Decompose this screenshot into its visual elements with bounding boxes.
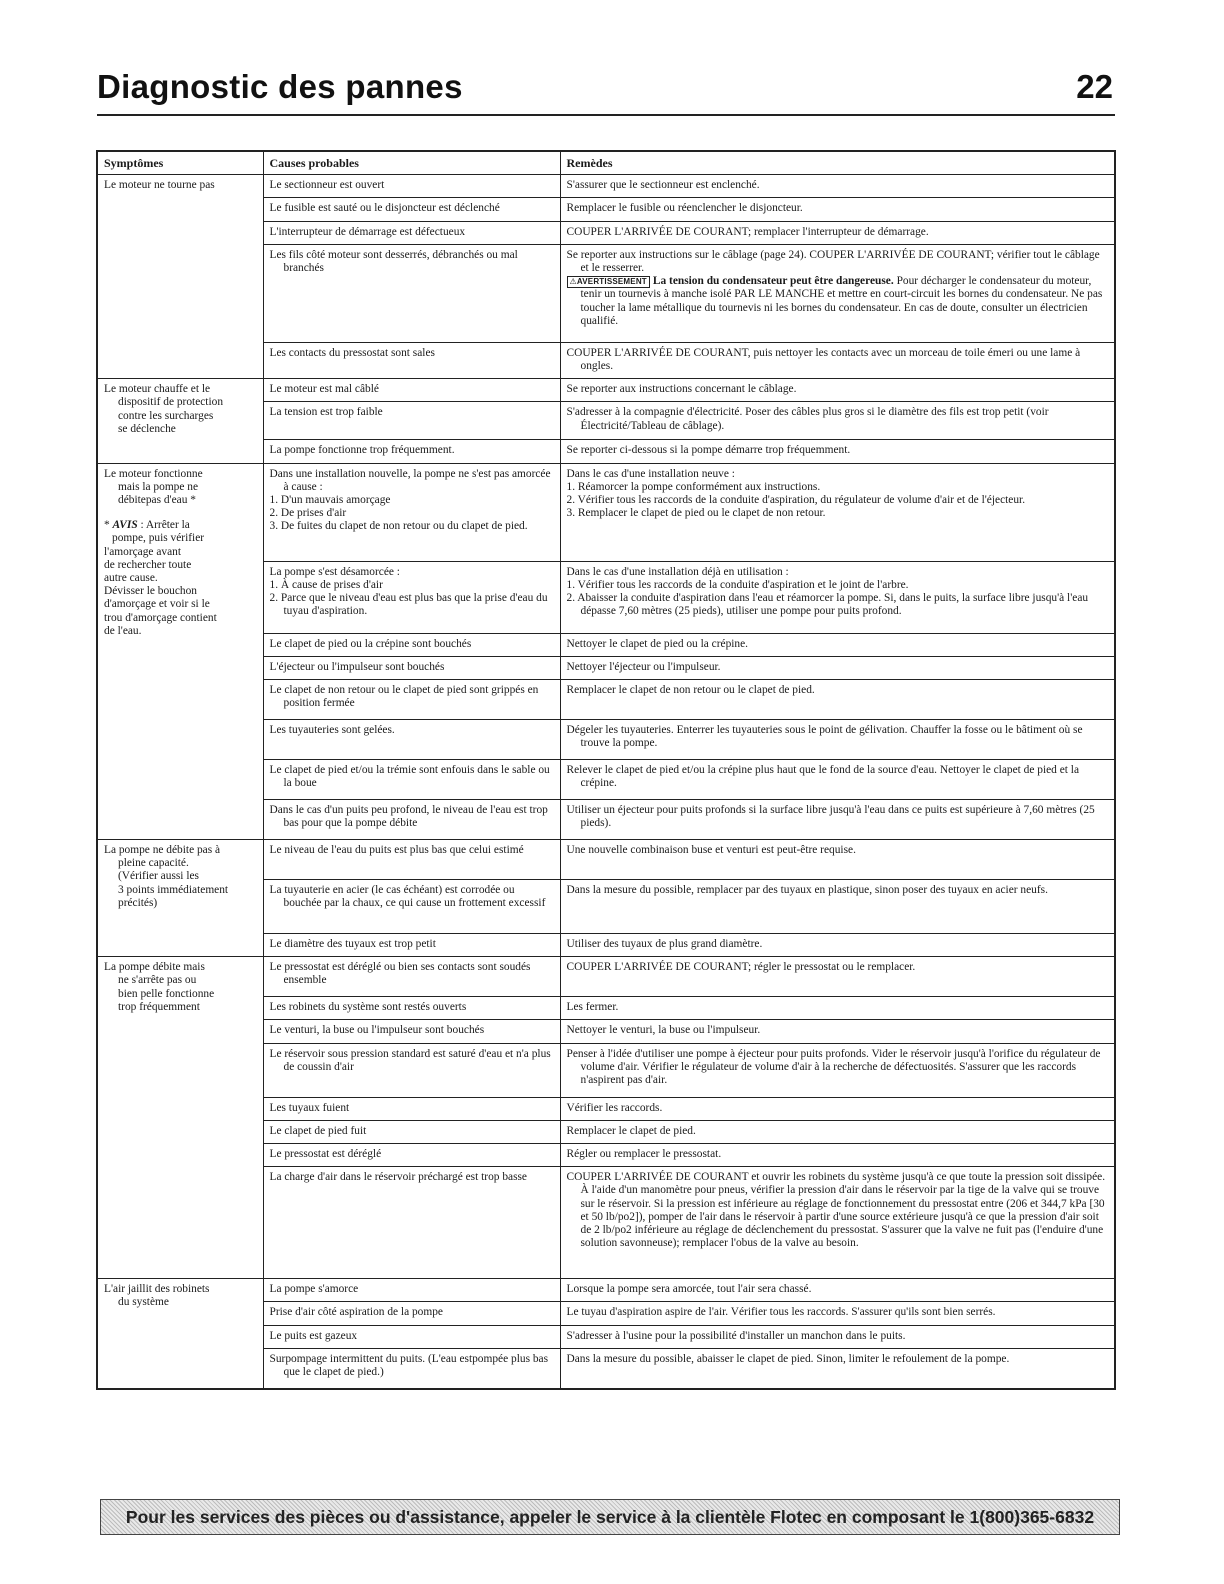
cause-cell: Le réservoir sous pression standard est saturé d'eau et n'a plus de coussin d'air: [263, 1043, 560, 1097]
table-row: [97, 379, 1115, 402]
remedy-cell: Dans la mesure du possible, remplacer par des tuyaux en plastique, sinon poser des tuyaux en acier neufs.: [560, 880, 1115, 934]
table-row: [97, 463, 1115, 561]
cause-cell: Les tuyauteries sont gelées.: [263, 720, 560, 760]
cause-cell: L'éjecteur ou l'impulseur sont bouchés: [263, 656, 560, 679]
symptom-cell: Le moteur fonctionne mais la pompe ne débitepas d'eau * * AVIS : Arrêter la pompe, puis vérifier l'amorçage avant de rechercher toute autre cause. Dévisser le bouchon d'amorçage et voir si le trou d'amorçage contient de l'eau.: [97, 463, 263, 839]
cause-cell: La tuyauterie en acier (le cas échéant) est corrodée ou bouchée par la chaux, ce qui cause un frottement excessif: [263, 880, 560, 934]
symptom-cell: [97, 175, 263, 379]
cause-cell: L'interrupteur de démarrage est défectueux: [263, 221, 560, 244]
cause-cell: Le pressostat est déréglé: [263, 1144, 560, 1167]
column-header-symptoms: Symptômes: [97, 151, 263, 175]
cause-cell: La pompe s'est désamorcée : 1. À cause de prises d'air 2. Parce que le niveau d'eau est plus bas que la prise d'eau du tuyau d'aspiration.: [263, 561, 560, 633]
warning-notice: ⚠AVERTISSEMENT La tension du condensateur peut être dangereuse. Pour décharger le condensateur du moteur, tenir un tournevis à manche isolé PAR LE MANCHE et mettre en court-circuit les bornes du condensateur. Ne pas toucher la lame métallique du tournevis ni les bornes du condensateur. En cas de doute, consulter un électricien qualifié.: [567, 275, 1109, 328]
cause-cell: La pompe s'amorce: [263, 1279, 560, 1302]
cause-cell: Dans le cas d'un puits peu profond, le niveau de l'eau est trop bas pour que la pompe débite: [263, 800, 560, 840]
remedy-cell: Dans la mesure du possible, abaisser le clapet de pied. Sinon, limiter le refoulement de la pompe.: [560, 1348, 1115, 1389]
avis-note: * AVIS : Arrêter la pompe, puis vérifier l'amorçage avant de rechercher toute autre cause. Dévisser le bouchon d'amorçage et voir si le trou d'amorçage contient de l'eau.: [104, 519, 217, 637]
cause-cell: Les contacts du pressostat sont sales: [263, 342, 560, 378]
remedy-cell: Nettoyer le clapet de pied ou la crépine.: [560, 633, 1115, 656]
remedy-cell: Régler ou remplacer le pressostat.: [560, 1144, 1115, 1167]
cause-cell: Le puits est gazeux: [263, 1325, 560, 1348]
cause-cell: Le clapet de pied et/ou la trémie sont enfouis dans le sable ou la boue: [263, 760, 560, 800]
cause-cell: Le niveau de l'eau du puits est plus bas que celui estimé: [263, 840, 560, 880]
remedy-cell: COUPER L'ARRIVÉE DE COURANT; régler le pressostat ou le remplacer.: [560, 957, 1115, 997]
page-title: Diagnostic des pannes: [97, 68, 463, 105]
table-header-row: [97, 151, 1115, 175]
cause-cell: Le clapet de non retour ou le clapet de pied sont grippés en position fermée: [263, 680, 560, 720]
remedy-cell: Utiliser des tuyaux de plus grand diamètre.: [560, 934, 1115, 957]
remedy-cell: Se reporter ci-dessous si la pompe démarre trop fréquemment.: [560, 440, 1115, 463]
remedy-cell: Utiliser un éjecteur pour puits profonds si la surface libre jusqu'à l'eau dans ce puits est supérieure à 7,60 mètres (25 pieds).: [560, 800, 1115, 840]
column-header-causes: Causes probables: [263, 151, 560, 175]
remedy-cell: Les fermer.: [560, 997, 1115, 1020]
cause-cell: Les fils côté moteur sont desserrés, débranchés ou mal branchés: [263, 244, 560, 342]
remedy-cell: Dans le cas d'une installation neuve : 1. Réamorcer la pompe conformément aux instructions. 2. Vérifier tous les raccords de la conduite d'aspiration, du régulateur de volume d'air et de l'éjecteur. 3. Remplacer le clapet de pied ou le clapet de non retour.: [560, 463, 1115, 561]
remedy-cell: S'adresser à la compagnie d'électricité. Poser des câbles plus gros si le diamètre des fils est trop petit (voir Électricité/Tableau de câblage).: [560, 402, 1115, 440]
cause-cell: Le fusible est sauté ou le disjoncteur est déclenché: [263, 198, 560, 221]
cause-cell: Les robinets du système sont restés ouverts: [263, 997, 560, 1020]
remedy-cell: Nettoyer le venturi, la buse ou l'impulseur.: [560, 1020, 1115, 1043]
remedy-cell: Se reporter aux instructions concernant le câblage.: [560, 379, 1115, 402]
page-header: [97, 66, 1115, 116]
cause-cell: Surpompage intermittent du puits. (L'eau estpompée plus bas que le clapet de pied.): [263, 1348, 560, 1389]
cause-cell: Le clapet de pied ou la crépine sont bouchés: [263, 633, 560, 656]
symptom-cell: Le moteur chauffe et le dispositif de protection contre les surcharges se déclenche: [97, 379, 263, 463]
cause-cell: Dans une installation nouvelle, la pompe ne s'est pas amorcée à cause : 1. D'un mauvais amorçage 2. De prises d'air 3. De fuites du clapet de non retour ou du clapet de pied.: [263, 463, 560, 561]
cause-cell: Le moteur est mal câblé: [263, 379, 560, 402]
cause-cell: La tension est trop faible: [263, 402, 560, 440]
remedy-cell: Remplacer le fusible ou réenclencher le disjoncteur.: [560, 198, 1115, 221]
remedy-cell: Nettoyer l'éjecteur ou l'impulseur.: [560, 656, 1115, 679]
cause-cell: Le sectionneur est ouvert: [263, 175, 560, 198]
remedy-cell: Le tuyau d'aspiration aspire de l'air. Vérifier tous les raccords. S'assurer qu'ils sont bien serrés.: [560, 1302, 1115, 1325]
troubleshooting-table: [96, 150, 1116, 1390]
remedy-cell: Vérifier les raccords.: [560, 1097, 1115, 1120]
service-contact-banner: Pour les services des pièces ou d'assistance, appeler le service à la clientèle Flotec en composant le 1(800)365-6832: [100, 1499, 1120, 1535]
remedy-cell: S'assurer que le sectionneur est enclenché.: [560, 175, 1115, 198]
symptom-text: Le moteur ne tourne pas: [104, 179, 215, 192]
avis-label: AVIS: [112, 519, 138, 532]
page-number: 22: [1076, 68, 1113, 105]
symptom-cell: L'air jaillit des robinets du système: [97, 1279, 263, 1389]
remedy-cell: Remplacer le clapet de non retour ou le clapet de pied.: [560, 680, 1115, 720]
remedy-cell: Relever le clapet de pied et/ou la crépine plus haut que le fond de la source d'eau. Nettoyer le clapet de pied et la crépine.: [560, 760, 1115, 800]
remedy-cell: S'adresser à l'usine pour la possibilité d'installer un manchon dans le puits.: [560, 1325, 1115, 1348]
remedy-cell: Dégeler les tuyauteries. Enterrer les tuyauteries sous le point de gélivation. Chauffer la fosse ou le bâtiment où se trouve la pompe.: [560, 720, 1115, 760]
remedy-cell: COUPER L'ARRIVÉE DE COURANT et ouvrir les robinets du système jusqu'à ce que toute la pression soit dissipée. À l'aide d'un manomètre pour pneus, vérifier la pression d'air dans le réservoir par la tige de la valve qui se trouve sur le réservoir. Si la pression est inférieure au réglage de fonctionnement du pressostat entre (206 et 344,7 kPa [30 et 50 lb/po2]), pomper de l'air dans le réservoir à partir d'une source extérieure jusqu'à ce que la pression d'air soit de 2 lb/po2 inférieure au réglage de déclenchement du pressostat. S'assurer que la valve ne fuit pas (l'enduire d'une solution savonneuse); remplacer l'obus de la valve au besoin.: [560, 1167, 1115, 1279]
table-row: [97, 1279, 1115, 1302]
cause-cell: La charge d'air dans le réservoir préchargé est trop basse: [263, 1167, 560, 1279]
remedy-cell: COUPER L'ARRIVÉE DE COURANT, puis nettoyer les contacts avec un morceau de toile émeri ou une lame à ongles.: [560, 342, 1115, 378]
cause-cell: La pompe fonctionne trop fréquemment.: [263, 440, 560, 463]
cause-cell: Le clapet de pied fuit: [263, 1120, 560, 1143]
cause-cell: Prise d'air côté aspiration de la pompe: [263, 1302, 560, 1325]
remedy-cell: Penser à l'idée d'utiliser une pompe à éjecteur pour puits profonds. Vider le réservoir jusqu'à l'orifice du régulateur de volume d'air. Vérifier le régulateur de volume d'air à la recherche de défectuosités. S'assurer que les raccords n'aspirent pas d'air.: [560, 1043, 1115, 1097]
column-header-remedies: Remèdes: [560, 151, 1115, 175]
warning-icon: ⚠AVERTISSEMENT: [567, 276, 650, 288]
cause-cell: Le diamètre des tuyaux est trop petit: [263, 934, 560, 957]
cause-cell: Le venturi, la buse ou l'impulseur sont bouchés: [263, 1020, 560, 1043]
remedy-cell: COUPER L'ARRIVÉE DE COURANT; remplacer l'interrupteur de démarrage.: [560, 221, 1115, 244]
remedy-cell: Remplacer le clapet de pied.: [560, 1120, 1115, 1143]
cause-cell: Le pressostat est déréglé ou bien ses contacts sont soudés ensemble: [263, 957, 560, 997]
table-row: [97, 175, 1115, 198]
symptom-cell: La pompe ne débite pas à pleine capacité. (Vérifier aussi les 3 points immédiatement précités): [97, 840, 263, 957]
table-row: [97, 840, 1115, 880]
remedy-cell: Se reporter aux instructions sur le câblage (page 24). COUPER L'ARRIVÉE DE COURANT; vérifier tout le câblage et le resserrer. ⚠AVERTISSEMENT La tension du condensateur peut être dangereuse. Pour décharger le condensateur du moteur, tenir un tournevis à manche isolé PAR LE MANCHE et mettre en court-circuit les bornes du condensateur. Ne pas toucher la lame métallique du tournevis ni les bornes du condensateur. En cas de doute, consulter un électricien qualifié.: [560, 244, 1115, 342]
remedy-cell: Une nouvelle combinaison buse et venturi est peut-être requise.: [560, 840, 1115, 880]
cause-cell: Les tuyaux fuient: [263, 1097, 560, 1120]
table-row: [97, 957, 1115, 997]
symptom-cell: La pompe débite mais ne s'arrête pas ou bien pelle fonctionne trop fréquemment: [97, 957, 263, 1279]
remedy-cell: Lorsque la pompe sera amorcée, tout l'air sera chassé.: [560, 1279, 1115, 1302]
remedy-cell: Dans le cas d'une installation déjà en utilisation : 1. Vérifier tous les raccords de la conduite d'aspiration et le joint de l'arbre. 2. Abaisser la conduite d'aspiration dans l'eau et réamorcer la pompe. Si, dans le puits, la surface libre jusqu'à l'eau dépasse 7,60 mètres (25 pieds), utiliser une pompe pour puits profond.: [560, 561, 1115, 633]
